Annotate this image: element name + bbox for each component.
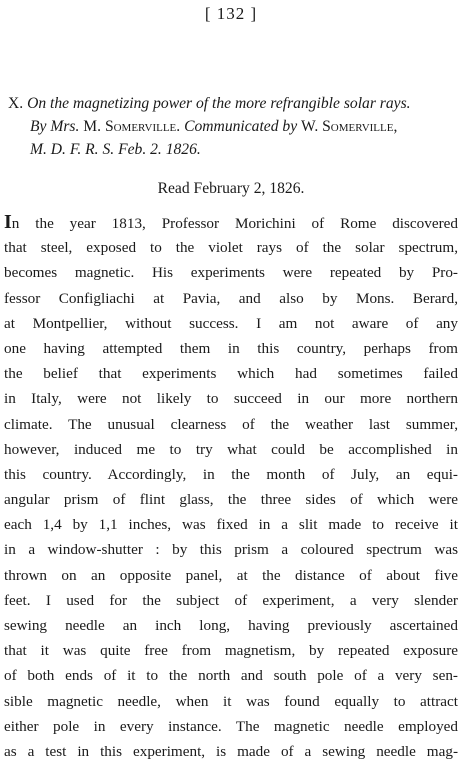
- body-line: in a window-shutter : by this prism a coloured spectrum was: [4, 541, 458, 559]
- title-line-1: [8, 92, 460, 115]
- body-line: each 1,4 by 1,1 inches, was fixed in a slit made to receive it: [4, 516, 458, 534]
- body-line: angular prism of flint glass, the three sides of which were: [4, 491, 458, 509]
- communicator-name: W. Somerville,: [301, 118, 398, 135]
- body-line: thrown on an opposite panel, at the distance of about five: [4, 566, 458, 584]
- body-line: this country. Accordingly, in the month of July, an equi-: [4, 465, 458, 483]
- body-line: that it was quite free from magnetism, by repeated exposure: [4, 642, 458, 660]
- page-number: [ 132 ]: [204, 4, 258, 23]
- body-line: the belief that experiments which had sometimes failed: [4, 365, 458, 383]
- body-line: sewing needle an inch long, having previously ascertained: [4, 617, 458, 634]
- body-line: that steel, exposed to the violet rays of the solar spectrum,: [4, 239, 458, 257]
- body-line: becomes magnetic. His experiments were repeated by Pro-: [4, 264, 458, 282]
- body-line: sible magnetic needle, when it was found equally to attract: [4, 692, 458, 710]
- body-line: climate. The unusual clearness of the weather last summer,: [4, 415, 458, 433]
- body-line: one having attempted them in this country, perhaps from: [4, 339, 458, 357]
- drop-cap: I: [4, 211, 12, 233]
- body-line: fessor Configliachi at Pavia, and also by Mons. Berard,: [4, 289, 458, 307]
- title-line-3: M. D. F. R. S. Feb. 2. 1826.: [30, 141, 201, 158]
- body-line: in Italy, were not likely to succeed in our more northern: [4, 390, 458, 408]
- body-line: of both ends of it to the north and south pole of a very sen-: [4, 667, 458, 685]
- body-line: In the year 1813, Professor Morichini of Rome discovered: [4, 211, 458, 233]
- communicated-label: Communicated by: [184, 118, 298, 135]
- read-date: Read February 2, 1826.: [157, 180, 305, 197]
- article-number: X.: [8, 95, 24, 112]
- title-line-2: [8, 115, 460, 138]
- author-name: M. Somerville.: [83, 118, 181, 135]
- body-paragraph: [4, 210, 458, 764]
- body-line: as a test in this experiment, is made of a sewing needle mag-: [4, 742, 458, 760]
- body-line: feet. I used for the subject of experiment, a very slender: [4, 591, 458, 609]
- article-title-text: On the magnetizing power of the more refrangible solar rays.: [27, 95, 411, 112]
- article-title: [8, 92, 460, 161]
- by-label: By Mrs.: [30, 118, 80, 135]
- body-line: at Montpellier, without success. I am not aware of any: [4, 314, 458, 332]
- body-line: however, induced me to try what could be accomplished in: [4, 440, 458, 458]
- body-line: either pole in every instance. The magnetic needle employed: [4, 717, 458, 735]
